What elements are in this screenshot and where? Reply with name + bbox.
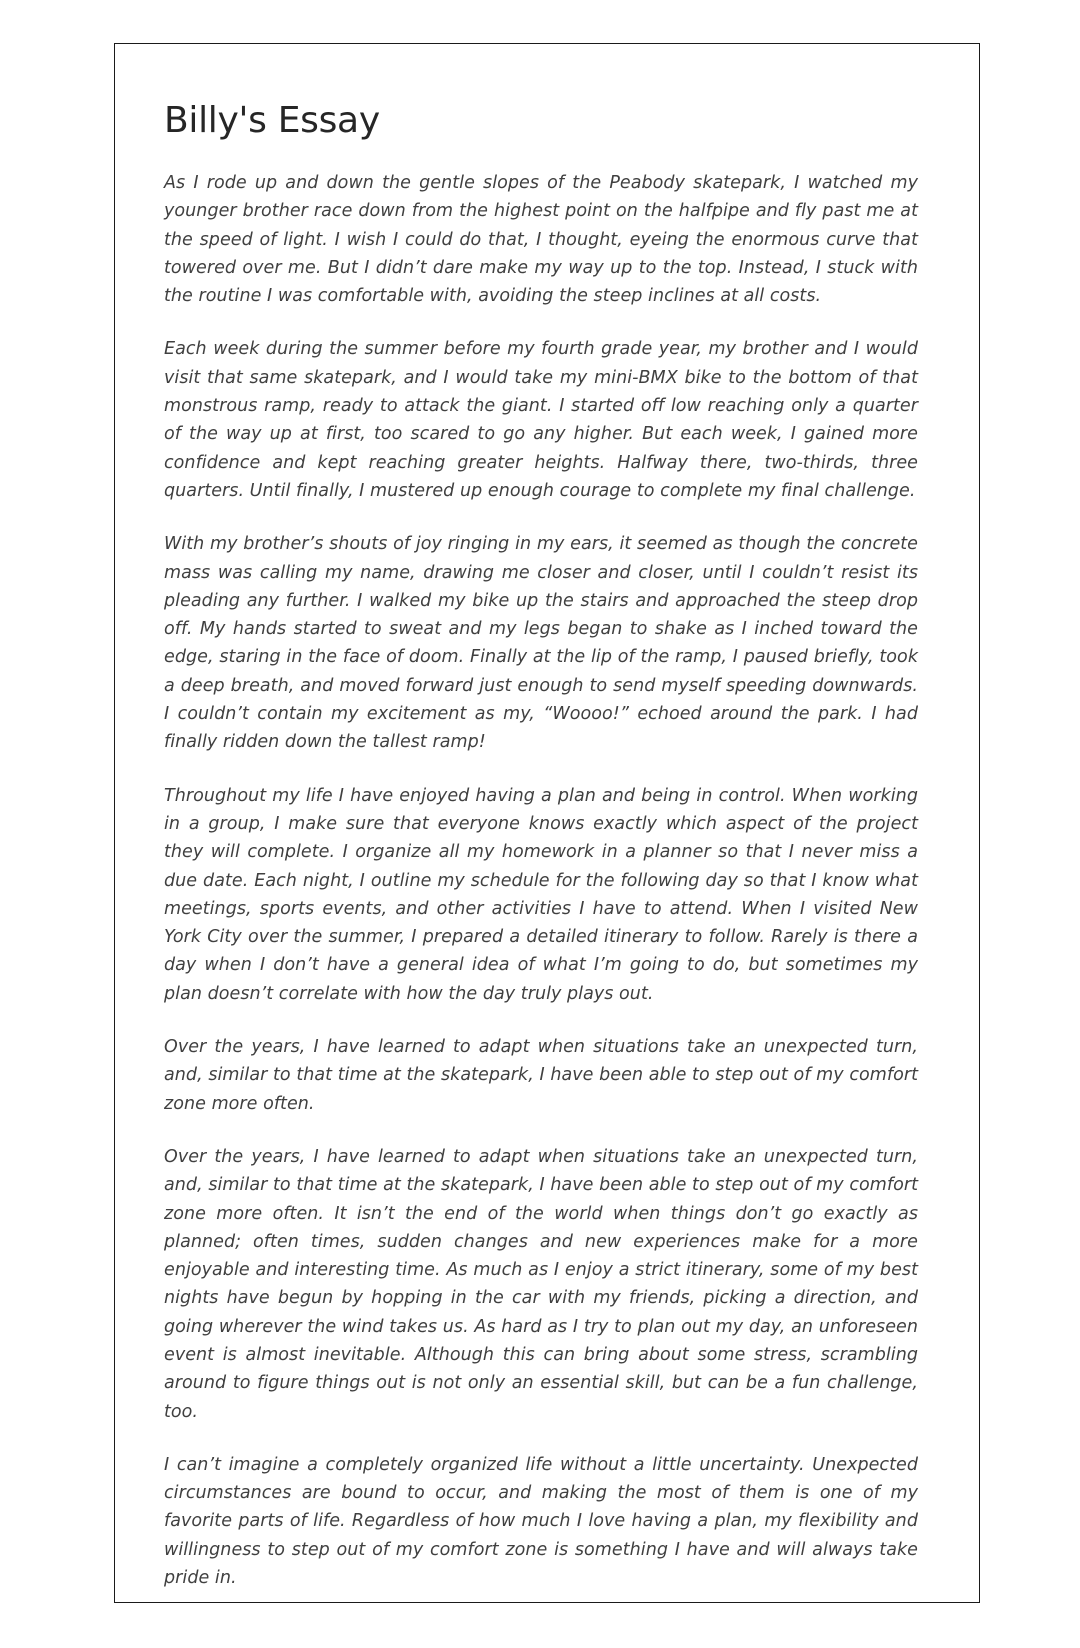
page-frame <box>114 43 980 1603</box>
paragraph-7: I can’t imagine a completely organized life without a little uncertainty. Unexpected circumstances are bound to occur, and making the most of them is one of my favorite parts of life. Regardless of how much I love having a plan, my flexibility and willingness to step out of my comfort zone is something I have and will always take pride in. <box>164 1454 918 1589</box>
paragraph-6: Over the years, I have learned to adapt when situations take an unexpected turn, and, similar to that time at the skatepark, I have been able to step out of my comfort zone more often. It isn’t the end of the world when things don’t go exactly as planned; often times, sudden changes and new experiences make for a more enjoyable and interesting time. As much as I enjoy a strict itinerary, some of my best nights have begun by hopping in the car with my friends, picking a direction, and going wherever the wind takes us. As hard as I try to plan out my day, an unforeseen event is almost inevitable. Although this can bring about some stress, scrambling around to figure things out is not only an essential skill, but can be a fun challenge, too. <box>164 1146 918 1422</box>
essay-content <box>164 99 918 1617</box>
paragraph-5: Over the years, I have learned to adapt when situations take an unexpected turn, and, similar to that time at the skatepark, I have been able to step out of my comfort zone more often. <box>164 1037 918 1114</box>
paragraph-1: As I rode up and down the gentle slopes of the Peabody skatepark, I watched my younger brother race down from the highest point on the halfpipe and fly past me at the speed of light. I wish I could do that, I thought, eyeing the enormous curve that towered over me. But I didn’t dare make my way up to the top. Instead, I stuck with the routine I was comfortable with, avoiding the steep inclines at all costs. <box>164 173 918 307</box>
paragraph-4: Throughout my life I have enjoyed having a plan and being in control. When working in a group, I make sure that everyone knows exactly which aspect of the project they will complete. I organize all my homework in a planner so that I never miss a due date. Each night, I outline my schedule for the following day so that I know what meetings, sports events, and other activities I have to attend. When I visited New York City over the summer, I prepared a detailed itinerary to follow. Rarely is there a day when I don’t have a general idea of what I’m going to do, but sometimes my plan doesn’t correlate with how the day truly plays out. <box>164 785 918 1004</box>
paragraph-3: With my brother’s shouts of joy ringing in my ears, it seemed as though the concrete mass was calling my name, drawing me closer and closer, until I couldn’t resist its pleading any further. I walked my bike up the stairs and approached the steep drop off. My hands started to sweat and my legs began to shake as I inched toward the edge, staring in the face of doom. Finally at the lip of the ramp, I paused briefly, took a deep breath, and moved forward just enough to send myself speeding downwards. I couldn’t contain my excitement as my, “Woooo!” echoed around the park. I had finally ridden down the tallest ramp! <box>164 534 918 753</box>
paragraph-2: Each week during the summer before my fourth grade year, my brother and I would visit that same skatepark, and I would take my mini-BMX bike to the bottom of that monstrous ramp, ready to attack the giant. I started off low reaching only a quarter of the way up at first, too scared to go any higher. But each week, I gained more confidence and kept reaching greater heights. Halfway there, two-thirds, three quarters. Until finally, I mustered up enough courage to complete my final challenge. <box>164 339 918 501</box>
page-title: Billy's Essay <box>164 100 380 141</box>
